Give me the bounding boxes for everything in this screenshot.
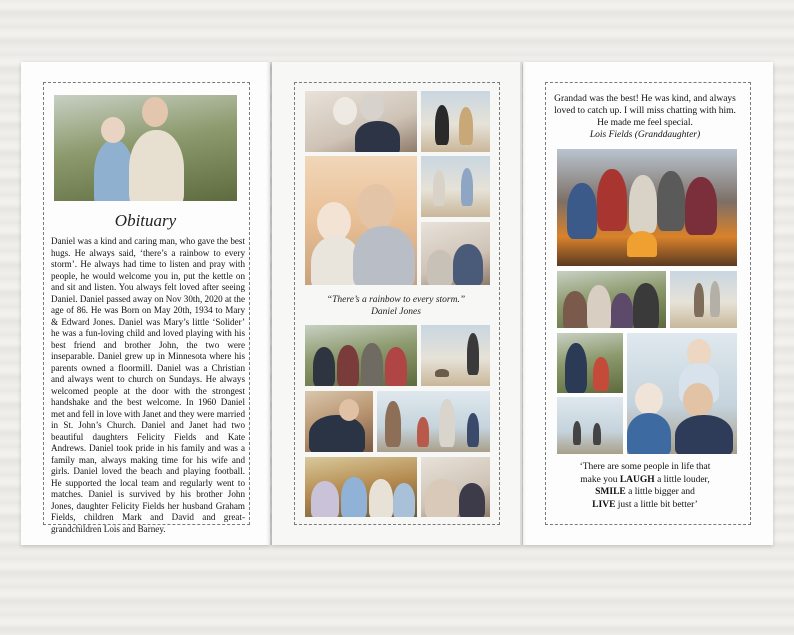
middle-quote [296, 294, 496, 318]
obituary-heading: Obituary [114, 211, 177, 230]
middle-quote-author: Daniel Jones [371, 307, 421, 317]
collage-photo-family [305, 325, 417, 386]
collage-photo-embrace [305, 91, 417, 152]
fold-shadow-right [520, 62, 526, 545]
closing-quote-line-2-end: a little louder, [654, 474, 710, 485]
collage-photo-grandad-child [557, 333, 623, 393]
couple-photo [54, 95, 237, 201]
closing-quote [548, 461, 742, 511]
closing-quote-line-3 [548, 486, 742, 499]
collage-photo-portrait [305, 156, 417, 285]
closing-quote-laugh: LAUGH [619, 474, 655, 485]
fold-shadow-left [266, 62, 272, 545]
closing-quote-live: LIVE [592, 499, 616, 510]
obituary-body: Daniel was a kind and caring man, who gave the best hugs. He always said, ‘there’s a rainbow to every storm’. He always had time to listen and pray with people, he would welcome you in, put the kettle on and sit and listen. You always felt loved after seeing Daniel. Daniel passed away on Nov 30th, 2020 at the age of 86. He was Born on May 20th, 1934 to Mary & Edward Jones. Daniel was Mary’s little ‘Solider’ he was a fun-loving child and loved playing with his best friend and brother John, the two were inseparable. Daniel grew up in Minnesota where his parents owned a floormill. Daniel was a Christian and always went to church on Sundays. He always welcomed people at the door with the strongest handshake and the best welcome. In 1960 Daniel met and fell in love with Janet and they were married in St. John’s Church. Daniel and Janet had two beautiful daughters Felicity Fields and Kate Andrews. Daniel took pride in his family and was a family man, always making time for his wife and girls. Daniel loved the beach and playing football. He supported the local team and regularly went to matches. Daniel is survived by his brother John Jones, daughter Felicity Fields her husband Graham Fields, children Mark and David and great-grandchildren Lois and Barney. [51, 236, 245, 534]
collage-photo-running [421, 156, 490, 217]
closing-quote-smile: SMILE [595, 487, 626, 497]
granddaughter-tribute [548, 93, 742, 141]
collage-photo-child-hug [421, 457, 490, 517]
collage-photo-family-group [557, 271, 666, 328]
collage-photo-walking [421, 91, 490, 152]
granddaughter-tribute-attribution: Lois Fields (Granddaughter) [589, 130, 701, 140]
closing-quote-line-1: ‘There are some people in life that [579, 462, 711, 472]
closing-quote-line-4-end: just a little bit better’ [615, 499, 698, 510]
collage-photo-cliff-walk [670, 271, 737, 328]
collage-photo-beach-play [377, 391, 490, 452]
collage-photo-grandchildren [305, 457, 417, 517]
collage-photo-sofa [421, 222, 490, 285]
campfire-photo [557, 149, 737, 266]
closing-quote-line-3-end: a little bigger and [625, 487, 695, 497]
closing-quote-line-2 [548, 474, 742, 487]
granddaughter-tribute-text: Grandad was the best! He was kind, and always loved to catch up. I will miss chatting with him. He made me feel special. [554, 94, 736, 128]
collage-photo-kite [557, 397, 623, 454]
collage-photo-dog-walk [421, 325, 490, 386]
middle-quote-text: “There’s a rainbow to every storm.” [326, 295, 466, 305]
closing-quote-line-4 [548, 499, 742, 512]
collage-photo-piggyback [627, 333, 737, 454]
closing-quote-line-2-start: make you [580, 474, 620, 485]
collage-photo-cuddle [305, 391, 373, 452]
